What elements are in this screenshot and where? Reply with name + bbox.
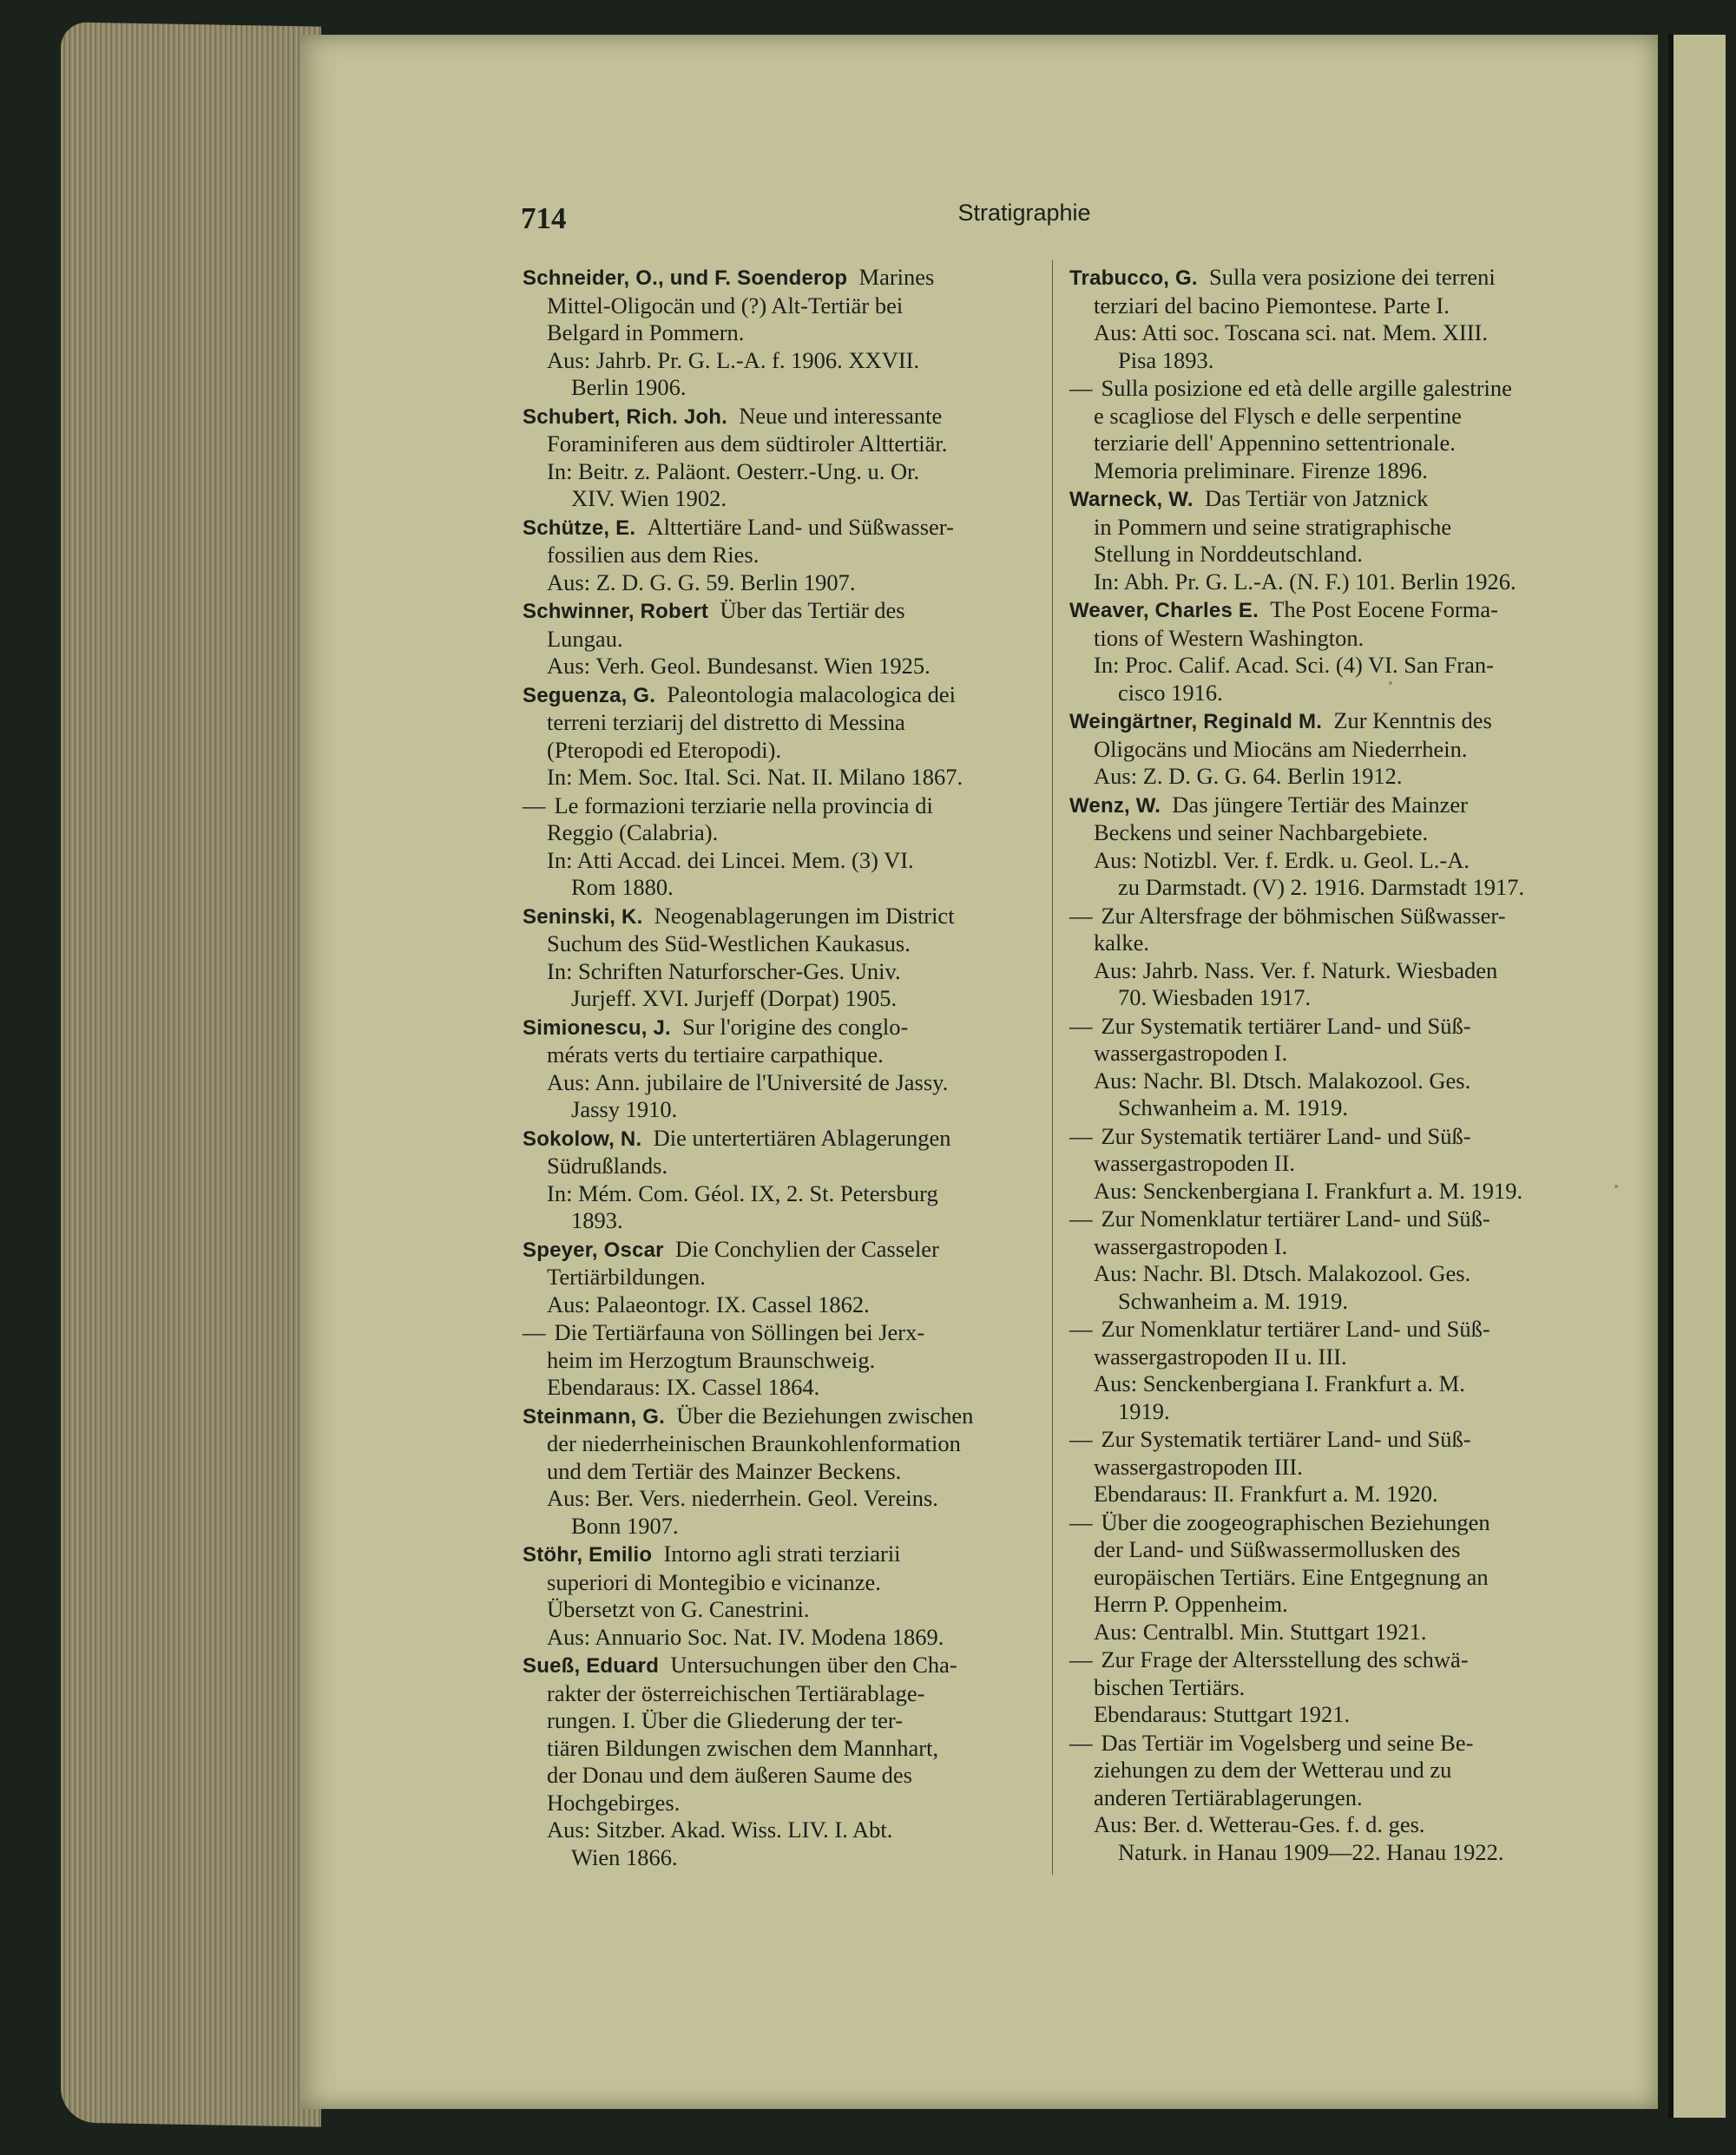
bibliography-entry <box>523 1652 1035 1871</box>
entry-title: Zur Frage der Altersstellung des schwä- <box>1101 1646 1469 1672</box>
entry-publication-line: zu Darmstadt. (V) 2. 1916. Darmstadt 1917. <box>1118 874 1525 900</box>
ditto-dash: — <box>1069 1426 1093 1452</box>
entry-title: Paleontologia malacologica dei <box>667 680 956 707</box>
entry-publication: Ebendaraus: Stuttgart 1921. <box>1094 1701 1351 1727</box>
entry-title-line: Memoria preliminare. Firenze 1896. <box>1094 457 1428 483</box>
entry-publication-line: Jurjeff. XVI. Jurjeff (Dorpat) 1905. <box>571 985 898 1011</box>
ditto-dash: — <box>1069 1508 1093 1535</box>
entry-first-line <box>1069 264 1580 292</box>
bibliography-entry <box>523 264 1035 402</box>
entry-title-line: anderen Tertiärablagerungen. <box>1094 1784 1363 1810</box>
entry-title-line: Beckens und seiner Nachbargebiete. <box>1094 819 1429 845</box>
entry-first-line <box>523 597 1035 626</box>
entry-title: Zur Altersfrage der böhmischen Süßwasser- <box>1101 902 1506 929</box>
entry-title-line: wassergastropoden II u. III. <box>1094 1343 1347 1370</box>
entry-title-line: tions of Western Washington. <box>1094 624 1364 651</box>
entry-title-line: Übersetzt von G. Canestrini. <box>547 1596 810 1622</box>
entry-title-line: der Donau und dem äußeren Saume des <box>547 1762 912 1788</box>
ditto-dash: — <box>1069 1316 1093 1342</box>
entry-publication: Aus: Senckenbergiana I. Frankfurt a. M. 1919. <box>1094 1177 1523 1204</box>
entry-first-line <box>1069 1426 1580 1454</box>
bibliography-entry <box>523 597 1035 680</box>
entry-title-line: kalke. <box>1094 930 1150 956</box>
ditto-dash: — <box>1069 1646 1093 1672</box>
entry-publication: Aus: Sitzber. Akad. Wiss. LIV. I. Abt. <box>547 1817 893 1843</box>
bibliography-entry <box>1069 596 1580 706</box>
bibliography-entry <box>1069 1316 1580 1425</box>
entry-author: Wenz, W. <box>1069 793 1161 818</box>
entry-title-line: der niederrheinischen Braunkohlenformation <box>547 1430 961 1456</box>
entry-author: Steinmann, G. <box>523 1404 665 1429</box>
bibliography-entry <box>523 681 1035 792</box>
entry-publication: Aus: Annuario Soc. Nat. IV. Modena 1869. <box>547 1623 944 1650</box>
entry-publication-line: XIV. Wien 1902. <box>571 485 727 511</box>
paper-speck <box>1389 681 1392 685</box>
entry-author: Schütze, E. <box>523 516 636 540</box>
entry-publication: Aus: Palaeontogr. IX. Cassel 1862. <box>547 1291 870 1317</box>
bibliography-entry <box>523 1403 1035 1541</box>
entry-title-line: wassergastropoden I. <box>1094 1232 1288 1259</box>
entry-publication-line: cisco 1916. <box>1118 679 1223 706</box>
entry-author: Trabucco, G. <box>1069 266 1198 290</box>
bibliography-entry <box>523 514 1035 597</box>
entry-title: Neogenablagerungen im District <box>654 902 955 929</box>
entry-first-line <box>523 403 1035 431</box>
entry-title-line: fossilien aus dem Ries. <box>547 542 760 568</box>
entry-publication: Ebendaraus: II. Frankfurt a. M. 1920. <box>1094 1481 1438 1507</box>
ditto-dash: — <box>523 1319 546 1345</box>
entry-title-line: Suchum des Süd-Westlichen Kaukasus. <box>547 930 911 956</box>
entry-first-line <box>1069 596 1580 625</box>
entry-title: Sulla posizione ed età delle argille galestrine <box>1101 375 1512 401</box>
entry-title: Über die zoogeographischen Beziehungen <box>1101 1508 1490 1535</box>
entry-first-line <box>1069 1206 1580 1233</box>
entry-author: Schubert, Rich. Joh. <box>523 404 728 429</box>
entry-title: Die Conchylien der Casseler <box>674 1235 939 1262</box>
entry-publication-line: Berlin 1906. <box>571 374 687 400</box>
entry-first-line <box>523 903 1035 931</box>
entry-author: Weaver, Charles E. <box>1069 599 1259 622</box>
column-divider <box>1052 260 1053 1875</box>
entry-title: Zur Kenntnis des <box>1333 707 1492 733</box>
entry-publication: In: Schriften Naturforscher-Ges. Univ. <box>547 957 901 984</box>
entry-first-line <box>1069 1123 1580 1151</box>
entry-title: Über die Beziehungen zwischen <box>676 1402 974 1429</box>
paper-speck <box>1614 1185 1618 1188</box>
entry-title-line: Tertiärbildungen. <box>547 1264 706 1290</box>
entry-first-line <box>1069 1013 1580 1041</box>
entry-first-line <box>523 1541 1035 1569</box>
entry-title: Die untertertiären Ablagerungen <box>653 1124 951 1151</box>
entry-title: Das Tertiär von Jatznick <box>1204 485 1429 511</box>
entry-first-line <box>523 1319 1035 1347</box>
entry-first-line <box>523 1652 1035 1680</box>
entry-title-line: wassergastropoden II. <box>1094 1150 1296 1176</box>
entry-title: Das jüngere Tertiär des Mainzer <box>1172 791 1468 818</box>
bibliography-entry <box>1069 1646 1580 1729</box>
entry-title-line: Stellung in Norddeutschland. <box>1094 541 1363 567</box>
entry-first-line <box>1069 707 1580 736</box>
entry-title-line: (Pteropodi ed Eteropodi). <box>547 736 782 763</box>
entry-publication-line: 1919. <box>1118 1397 1170 1424</box>
entry-publication-line: Jassy 1910. <box>571 1096 678 1122</box>
page-number: 714 <box>521 201 567 235</box>
entry-first-line <box>1069 1509 1580 1537</box>
entry-title-line: mérats verts du tertiaire carpathique. <box>547 1041 884 1068</box>
entry-author: Seguenza, G. <box>523 683 656 707</box>
entry-title: Sur l'origine des conglo- <box>682 1013 909 1040</box>
left-column <box>523 264 1035 1872</box>
entry-publication-line: 70. Wiesbaden 1917. <box>1118 984 1312 1010</box>
entry-first-line <box>1069 792 1580 820</box>
entry-publication: Aus: Z. D. G. G. 59. Berlin 1907. <box>547 568 856 595</box>
entry-publication: Aus: Ber. d. Wetterau-Ges. f. d. ges. <box>1094 1811 1425 1837</box>
entry-publication: Aus: Centralbl. Min. Stuttgart 1921. <box>1094 1618 1427 1645</box>
entry-title-line: Mittel-Oligocän und (?) Alt-Tertiär bei <box>547 292 904 319</box>
bibliography-entry <box>1069 1426 1580 1508</box>
bibliography-entry <box>1069 903 1580 1012</box>
entry-publication: Aus: Notizbl. Ver. f. Erdk. u. Geol. L.-A. <box>1094 846 1470 873</box>
entry-title-line: wassergastropoden III. <box>1094 1453 1303 1480</box>
entry-title-line: rungen. I. Über die Gliederung der ter- <box>547 1707 904 1733</box>
entry-publication: In: Abh. Pr. G. L.-A. (N. F.) 101. Berlin 1926. <box>1094 568 1516 595</box>
entry-first-line <box>523 792 1035 820</box>
ditto-dash: — <box>1069 1012 1093 1039</box>
entry-title-line: Hochgebirges. <box>547 1789 681 1816</box>
entry-publication: Aus: Jahrb. Pr. G. L.-A. f. 1906. XXVII. <box>547 346 920 373</box>
bibliography-entry <box>523 1014 1035 1124</box>
entry-title-line: Südrußlands. <box>547 1153 668 1179</box>
entry-title: The Post Eocene Forma- <box>1270 596 1498 622</box>
bibliography-entry <box>523 1541 1035 1651</box>
entry-title: Die Tertiärfauna von Söllingen bei Jerx- <box>554 1319 925 1345</box>
entry-title: Sulla vera posizione dei terreni <box>1209 264 1496 290</box>
ditto-dash: — <box>1069 375 1093 401</box>
bibliography-entry <box>1069 375 1580 484</box>
entry-publication-line: Schwanheim a. M. 1919. <box>1118 1094 1348 1120</box>
bibliography-entry <box>1069 1123 1580 1206</box>
entry-author: Schneider, O., und F. Soenderop <box>523 266 848 290</box>
entry-author: Sueß, Eduard <box>523 1654 660 1678</box>
bibliography-entry <box>1069 485 1580 595</box>
entry-title: Zur Systematik tertiärer Land- und Süß- <box>1101 1426 1471 1452</box>
bibliography-entry <box>523 403 1035 513</box>
entry-author: Speyer, Oscar <box>523 1238 664 1262</box>
entry-title-line: wassergastropoden I. <box>1094 1040 1288 1066</box>
entry-author: Sokolow, N. <box>523 1127 642 1151</box>
entry-publication: In: Mém. Com. Géol. IX, 2. St. Petersburg <box>547 1179 938 1206</box>
bibliography-entry <box>523 792 1035 902</box>
entry-title: Zur Systematik tertiärer Land- und Süß- <box>1101 1012 1471 1039</box>
entry-first-line <box>1069 903 1580 930</box>
ditto-dash: — <box>1069 902 1093 929</box>
entry-title-line: Belgard in Pommern. <box>547 319 745 345</box>
entry-first-line <box>1069 1646 1580 1674</box>
entry-publication: Aus: Jahrb. Nass. Ver. f. Naturk. Wiesbaden <box>1094 956 1498 983</box>
entry-publication-line: Pisa 1893. <box>1118 346 1214 373</box>
bibliography-entry <box>523 1236 1035 1319</box>
entry-title-line: e scagliose del Flysch e delle serpentine <box>1094 402 1462 429</box>
right-column <box>1069 264 1580 1867</box>
entry-author: Seninski, K. <box>523 904 643 929</box>
book-page-edges <box>61 22 321 2126</box>
entry-author: Warneck, W. <box>1069 488 1194 511</box>
entry-title: Alttertiäre Land- und Süßwasser- <box>647 513 954 540</box>
entry-first-line <box>523 681 1035 710</box>
entry-author: Stöhr, Emilio <box>523 1543 653 1567</box>
entry-title: Zur Systematik tertiärer Land- und Süß- <box>1101 1122 1471 1149</box>
bibliography-entry <box>523 1319 1035 1402</box>
bibliography-entry <box>1069 707 1580 791</box>
entry-first-line <box>523 1403 1035 1431</box>
entry-author: Schwinner, Robert <box>523 600 709 623</box>
entry-author: Weingärtner, Reginald M. <box>1069 710 1323 733</box>
entry-publication: Aus: Nachr. Bl. Dtsch. Malakozool. Ges. <box>1094 1260 1471 1286</box>
entry-title-line: europäischen Tertiärs. Eine Entgegnung an <box>1094 1563 1489 1590</box>
entry-first-line <box>523 264 1035 292</box>
entry-title-line: in Pommern und seine stratigraphische <box>1094 513 1452 540</box>
entry-publication: Aus: Z. D. G. G. 64. Berlin 1912. <box>1094 763 1403 789</box>
entry-title-line: und dem Tertiär des Mainzer Beckens. <box>547 1457 902 1484</box>
ditto-dash: — <box>1069 1729 1093 1756</box>
bibliography-entry <box>1069 1013 1580 1122</box>
entry-publication-line: Bonn 1907. <box>571 1512 679 1539</box>
entry-title-line: Herrn P. Oppenheim. <box>1094 1591 1288 1617</box>
bibliography-entry <box>1069 264 1580 374</box>
entry-publication-line: 1893. <box>571 1207 623 1233</box>
entry-publication: In: Mem. Soc. Ital. Sci. Nat. II. Milano 1867. <box>547 764 963 790</box>
entry-title: Zur Nomenklatur tertiärer Land- und Süß- <box>1101 1316 1490 1342</box>
entry-publication: Aus: Ber. Vers. niederrhein. Geol. Vereins. <box>547 1485 938 1511</box>
bibliography-entry <box>523 1125 1035 1235</box>
entry-title-line: superiori di Montegibio e vicinanze. <box>547 1568 881 1595</box>
entry-publication: Ebendaraus: IX. Cassel 1864. <box>547 1374 820 1400</box>
entry-publication: Aus: Verh. Geol. Bundesanst. Wien 1925. <box>547 653 930 679</box>
entry-title-line: Foraminiferen aus dem südtiroler Alttertiär. <box>547 430 948 457</box>
entry-title: Untersuchungen über den Cha- <box>670 1652 957 1678</box>
entry-title-line: Lungau. <box>547 625 623 652</box>
entry-title-line: Oligocäns und Miocäns am Niederrhein. <box>1094 735 1468 762</box>
bibliography-entry <box>1069 1206 1580 1315</box>
entry-title-line: terreni terziarij del distretto di Messina <box>547 709 905 735</box>
ditto-dash: — <box>523 792 546 818</box>
entry-publication: In: Beitr. z. Paläont. Oesterr.-Ung. u. Or. <box>547 457 920 484</box>
entry-publication: In: Proc. Calif. Acad. Sci. (4) VI. San Fran- <box>1094 652 1494 678</box>
entry-title-line: terziarie dell' Appennino settentrionale. <box>1094 430 1456 456</box>
entry-publication-line: Wien 1866. <box>571 1843 678 1870</box>
entry-publication: In: Atti Accad. dei Lincei. Mem. (3) VI. <box>547 846 914 873</box>
ditto-dash: — <box>1069 1122 1093 1149</box>
entry-title-line: ziehungen zu dem der Wetterau und zu <box>1094 1757 1452 1783</box>
entry-title-line: der Land- und Süßwassermollusken des <box>1094 1536 1461 1562</box>
entry-first-line <box>1069 1730 1580 1758</box>
entry-title: Zur Nomenklatur tertiärer Land- und Süß- <box>1101 1206 1490 1232</box>
running-head: Stratigraphie <box>957 200 1091 226</box>
entry-first-line <box>1069 485 1580 514</box>
entry-publication-line: Schwanheim a. M. 1919. <box>1118 1287 1348 1314</box>
entry-publication-line: Naturk. in Hanau 1909—22. Hanau 1922. <box>1118 1838 1504 1865</box>
entry-title-line: tiären Bildungen zwischen dem Mannhart, <box>547 1734 939 1761</box>
entry-title: Neue und interessante <box>739 402 943 429</box>
entry-publication: Aus: Senckenbergiana I. Frankfurt a. M. <box>1094 1370 1465 1396</box>
bibliography-entry <box>1069 1730 1580 1867</box>
facing-page-edge <box>1668 35 1726 2118</box>
entry-title-line: bischen Tertiärs. <box>1094 1673 1246 1700</box>
bibliography-entry <box>523 903 1035 1013</box>
entry-title: Le formazioni terziarie nella provincia di <box>554 792 933 818</box>
entry-publication: Aus: Ann. jubilaire de l'Université de Jassy. <box>547 1068 949 1095</box>
bibliography-entry <box>1069 1509 1580 1646</box>
entry-title-line: terziari del bacino Piemontese. Parte I. <box>1094 292 1450 319</box>
entry-first-line <box>1069 1316 1580 1344</box>
entry-title-line: heim im Herzogtum Braunschweig. <box>547 1346 876 1373</box>
entry-title: Das Tertiär im Vogelsberg und seine Be- <box>1101 1729 1474 1756</box>
entry-title-line: Reggio (Calabria). <box>547 819 719 845</box>
entry-first-line <box>523 1014 1035 1042</box>
ditto-dash: — <box>1069 1206 1093 1232</box>
entry-publication: Aus: Nachr. Bl. Dtsch. Malakozool. Ges. <box>1094 1067 1471 1094</box>
entry-publication-line: Rom 1880. <box>571 874 674 900</box>
entry-title-line: rakter der österreichischen Tertiärablage- <box>547 1679 925 1706</box>
entry-title: Über das Tertiär des <box>720 597 905 623</box>
entry-author: Simionescu, J. <box>523 1015 671 1040</box>
entry-publication: Aus: Atti soc. Toscana sci. nat. Mem. XIII. <box>1094 319 1488 345</box>
bibliography-entry <box>1069 792 1580 902</box>
entry-first-line <box>1069 375 1580 403</box>
entry-title: Intorno agli strati terziarii <box>663 1541 901 1567</box>
entry-first-line <box>523 514 1035 542</box>
entry-first-line <box>523 1125 1035 1153</box>
entry-title: Marines <box>858 264 935 290</box>
entry-first-line <box>523 1236 1035 1265</box>
